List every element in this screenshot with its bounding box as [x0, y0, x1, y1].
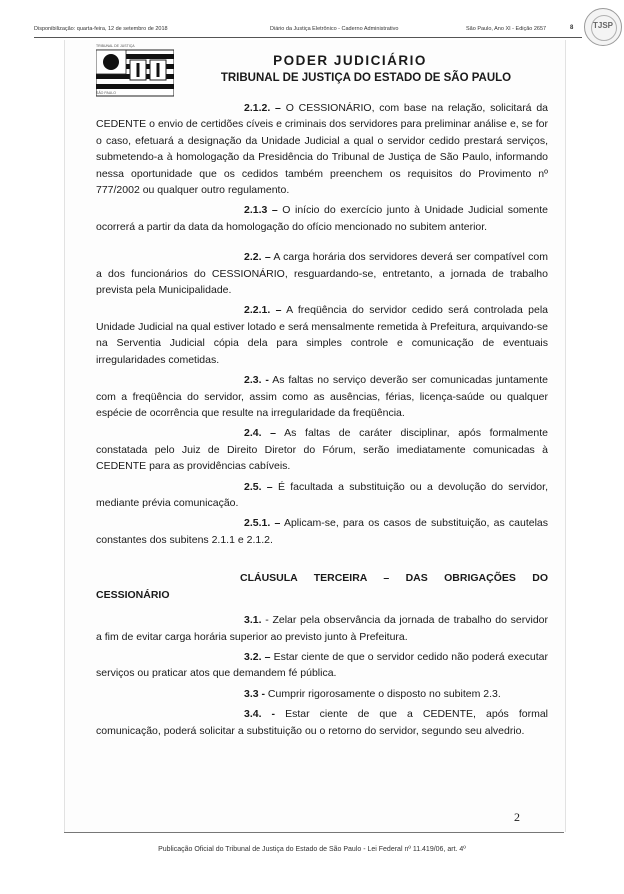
journal-page-number: 8 — [570, 25, 574, 31]
item-text: Aplicam-se, para os casos de substituição, as cautelas constantes dos subitens 2.1.1 e 2.1.2. — [96, 517, 549, 546]
item-text: Cumprir rigorosamente o disposto no subitem 2.3. — [265, 687, 501, 700]
item-text: É facultada a substituição ou a devolução do servidor, mediante prévia comunicação. — [96, 480, 548, 509]
item-text: As faltas de caráter disciplinar, após formalmente constatada pelo Juiz de Direito Diretor do Fórum, serão imediatamente comunicadas à CEDENTE para as providências cabíveis. — [96, 427, 548, 473]
journal-section: Diário da Justiça Eletrônico - Caderno Administrativo — [270, 26, 399, 32]
footer-legal-notice: Publicação Oficial do Tribunal de Justiça do Estado de São Paulo - Lei Federal nº 11.419/06, art. 4º — [158, 846, 466, 853]
item-number: 3.1. — [244, 614, 262, 627]
item-number: 2.3. - — [244, 374, 269, 387]
logo-top-caption: TRIBUNAL DE JUSTIÇA — [96, 44, 135, 48]
paragraph — [96, 706, 548, 739]
paragraph — [96, 612, 548, 645]
document-page-number: 2 — [514, 810, 520, 824]
item-text: O início do exercício junto à Unidade Judicial somente ocorrerá a partir da data da homologação do ofício mencionado no subitem anterior. — [96, 204, 548, 233]
paragraph — [96, 515, 548, 548]
item-number: 2.2.1. – — [244, 304, 282, 317]
paragraph — [96, 425, 548, 474]
item-number: 2.1.2. – — [244, 102, 281, 114]
paragraph — [96, 372, 548, 421]
clause-heading: CLÁUSULA TERCEIRA – DAS OBRIGAÇÕES DO CESSIONÁRIO — [96, 572, 548, 602]
header-divider — [34, 37, 582, 38]
item-text: Estar ciente de que a CEDENTE, após formal comunicação, poderá solicitar a substituição ou o retorno do servidor, segundo seu alvedrio. — [96, 708, 548, 737]
paragraph — [96, 202, 548, 235]
paragraph — [96, 649, 548, 682]
item-number: 2.5.1. – — [244, 517, 281, 530]
journal-header — [34, 22, 578, 36]
item-text: A carga horária dos servidores deverá ser compatível com a dos funcionários do CESSIONÁRIO, resguardando-se, entretanto, a jornada de trabalho prevista pela Municipalidade. — [96, 251, 548, 297]
paragraph — [96, 100, 548, 198]
item-number: 2.2. – — [244, 251, 271, 264]
header-subtitle: TRIBUNAL DE JUSTIÇA DO ESTADO DE SÃO PAULO — [220, 72, 512, 84]
item-number: 2.1.3 – — [244, 204, 278, 217]
journal-edition: São Paulo, Ano XI - Edição 2657 — [466, 26, 547, 32]
item-text: As faltas no serviço deverão ser comunicadas juntamente com a freqüência do servidor, assim como as ausências, férias, licença-saúde ou qualquer espécie de ocorrência que resulte na irregularidade da freqüência. — [96, 374, 548, 419]
item-number: 3.2. – — [244, 650, 271, 663]
item-text: - Zelar pela observância da jornada de trabalho do servidor a fim de evitar carga horária superior ao previsto junto à Prefeitura. — [96, 614, 548, 643]
paragraph — [96, 302, 548, 368]
paragraph — [96, 249, 548, 298]
item-text: A freqüência do servidor cedido será controlada pela Unidade Judicial na qual estiver lotado e será mensalmente remetida à Prefeitura, arquivando-se na Serventia Judicial cópia dela para simples controle e comunicação de eventuais irregularidades cometidas. — [96, 304, 548, 366]
paragraph — [96, 686, 548, 702]
item-number: 2.4. – — [244, 427, 277, 440]
item-number: 3.4. - — [244, 708, 276, 721]
paragraph — [96, 479, 548, 512]
journal-date: Disponibilização: quarta-feira, 12 de setembro de 2018 — [34, 26, 168, 32]
seal-label: TJSP — [592, 21, 613, 30]
document-body — [96, 100, 548, 743]
item-text: O CESSIONÁRIO, com base na relação, solicitará da CEDENTE o envio de certidões cíveis e criminais dos servidores para preliminar análise e, se for o caso, efetuará a designação da Unidade Judicial a qual o servidor cedido prestará serviços, submetendo-a à homologação da Presidência do Tribunal de Justiça de São Paulo, informando nessa oportunidade que os cedidos também preenchem os requisitos do Provimento nº 777/2002 ou qualquer outro regulamento. — [96, 102, 548, 197]
item-number: 2.5. – — [244, 480, 273, 493]
footer-divider — [64, 832, 564, 833]
header-title: PODER JUDICIÁRIO — [273, 53, 427, 68]
item-number: 3.3 - — [244, 687, 266, 700]
logo-bottom-caption: SÃO PAULO — [96, 91, 116, 95]
tjsp-seal-icon — [584, 8, 622, 46]
item-text: Estar ciente de que o servidor cedido não poderá executar serviços ou praticar atos que demandem fé pública. — [96, 650, 548, 680]
